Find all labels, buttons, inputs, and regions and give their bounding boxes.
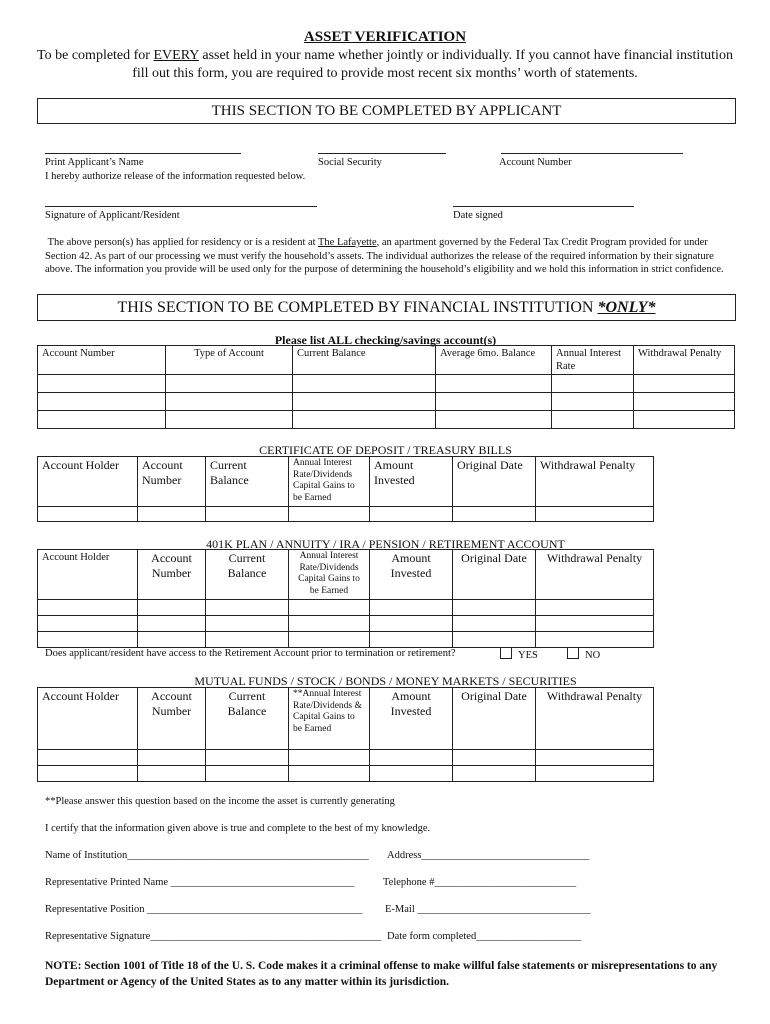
table-row: [38, 375, 735, 393]
table-cell[interactable]: [436, 375, 552, 393]
retirement-header: Original Date: [453, 550, 536, 600]
signature-line[interactable]: [45, 206, 317, 207]
table-cell[interactable]: [453, 616, 536, 632]
rep-position-field[interactable]: Representative Position _________________________________________: [45, 904, 363, 915]
table-cell[interactable]: [436, 393, 552, 411]
cd-header: Current Balance: [206, 457, 289, 507]
table-cell[interactable]: [38, 616, 138, 632]
form-title: ASSET VERIFICATION: [303, 29, 467, 45]
table-cell[interactable]: [634, 411, 735, 429]
table-cell[interactable]: [38, 393, 166, 411]
table-cell[interactable]: [138, 750, 206, 766]
rep-signature-field[interactable]: Representative Signature____________________________________________: [45, 931, 382, 942]
account-number-label: Account Number: [499, 157, 572, 168]
table-cell[interactable]: [206, 766, 289, 782]
table-cell[interactable]: [206, 750, 289, 766]
table-cell[interactable]: [289, 600, 370, 616]
table-cell[interactable]: [138, 616, 206, 632]
table-cell[interactable]: [293, 393, 436, 411]
band-only: *ONLY*: [597, 299, 656, 316]
table-row: [38, 616, 654, 632]
cd-header: Original Date: [453, 457, 536, 507]
table-cell[interactable]: [138, 600, 206, 616]
table-cell[interactable]: [166, 411, 293, 429]
table-cell[interactable]: [634, 393, 735, 411]
intro-text: [30, 47, 740, 83]
table-cell[interactable]: [38, 750, 138, 766]
table-cell[interactable]: [38, 632, 138, 648]
table-cell[interactable]: [536, 632, 654, 648]
retirement-title: 401K PLAN / ANNUITY / IRA / PENSION / RETIREMENT ACCOUNT: [206, 537, 565, 551]
cd-table: [37, 456, 654, 522]
mutual-header: Account Holder: [38, 688, 138, 750]
yes-label: YES: [518, 650, 538, 661]
table-cell[interactable]: [289, 766, 370, 782]
table-cell[interactable]: [138, 507, 206, 522]
table-cell[interactable]: [453, 600, 536, 616]
table-cell[interactable]: [536, 750, 654, 766]
checking-header: Withdrawal Penalty: [634, 346, 735, 375]
retirement-header: Amount Invested: [370, 550, 453, 600]
checking-header: Average 6mo. Balance: [436, 346, 552, 375]
table-row: [38, 766, 654, 782]
retirement-header: Withdrawal Penalty: [536, 550, 654, 600]
table-cell[interactable]: [289, 616, 370, 632]
mutual-footnote: **Please answer this question based on the income the asset is currently generating: [45, 796, 395, 807]
table-cell[interactable]: [536, 507, 654, 522]
table-cell[interactable]: [552, 393, 634, 411]
mutual-header: Current Balance: [206, 688, 289, 750]
table-cell[interactable]: [552, 411, 634, 429]
mutual-title: MUTUAL FUNDS / STOCK / BONDS / MONEY MARKETS / SECURITIES: [194, 674, 577, 688]
table-row: [38, 411, 735, 429]
retirement-header: Current Balance: [206, 550, 289, 600]
retirement-table: [37, 549, 654, 648]
yes-checkbox[interactable]: [500, 647, 512, 659]
applicant-section-band: THIS SECTION TO BE COMPLETED BY APPLICANT: [37, 98, 736, 124]
paragraph-pre: The above person(s) has applied for residency or is a resident at: [47, 237, 319, 248]
checking-table: [37, 345, 735, 429]
mutual-header: Original Date: [453, 688, 536, 750]
cd-header: Amount Invested: [370, 457, 453, 507]
mutual-table: [37, 687, 654, 782]
certify-text: I certify that the information given above is true and complete to the best of my knowledge.: [45, 823, 431, 834]
print-name-label: Print Applicant’s Name: [45, 157, 144, 168]
ssn-label: Social Security: [318, 157, 382, 168]
table-cell[interactable]: [289, 632, 370, 648]
mutual-header: Amount Invested: [370, 688, 453, 750]
table-cell[interactable]: [38, 375, 166, 393]
table-cell[interactable]: [634, 375, 735, 393]
retirement-yes-option[interactable]: [500, 647, 538, 661]
table-cell[interactable]: [453, 766, 536, 782]
table-cell[interactable]: [166, 375, 293, 393]
account-number-line[interactable]: [501, 153, 683, 154]
table-cell[interactable]: [293, 411, 436, 429]
table-cell[interactable]: [370, 507, 453, 522]
property-name: The Lafayette: [318, 237, 377, 248]
telephone-field[interactable]: Telephone #___________________________: [383, 877, 577, 888]
table-cell[interactable]: [38, 507, 138, 522]
cd-header: Annual Interest Rate/Dividends Capital Gains to be Earned: [289, 457, 370, 507]
cd-header: Account Holder: [38, 457, 138, 507]
authorize-text: I hereby authorize release of the information requested below.: [45, 171, 306, 182]
table-cell[interactable]: [206, 507, 289, 522]
checking-header: Annual Interest Rate: [552, 346, 634, 375]
no-label: NO: [585, 650, 601, 661]
paragraph-post: , an apartment governed by the Federal Tax Credit Program provided for under Section 42. As part of our processing we must verify the household’s assets. The individual authorizes the release of the required information by their signature above. The information you provide will be used only for the purpose of determining the household’s eligibility and we hold this information in strict confidence.: [45, 237, 724, 275]
cd-title: CERTIFICATE OF DEPOSIT / TREASURY BILLS: [259, 443, 512, 457]
table-cell[interactable]: [453, 632, 536, 648]
table-cell[interactable]: [289, 750, 370, 766]
table-cell[interactable]: [206, 616, 289, 632]
mutual-header: Withdrawal Penalty: [536, 688, 654, 750]
table-cell[interactable]: [138, 766, 206, 782]
retirement-no-option[interactable]: [567, 647, 600, 661]
cd-header: Withdrawal Penalty: [536, 457, 654, 507]
cd-header: Account Number: [138, 457, 206, 507]
institution-section-band: [37, 294, 736, 321]
table-cell[interactable]: [436, 411, 552, 429]
table-cell[interactable]: [370, 616, 453, 632]
ssn-line[interactable]: [318, 153, 446, 154]
address-field[interactable]: Address________________________________: [387, 850, 590, 861]
retirement-header: Annual Interest Rate/Dividends Capital Gains to be Earned: [289, 550, 370, 600]
table-cell[interactable]: [293, 375, 436, 393]
table-cell[interactable]: [206, 600, 289, 616]
table-cell[interactable]: [370, 600, 453, 616]
table-row: [38, 507, 654, 522]
table-cell[interactable]: [536, 616, 654, 632]
table-row: [38, 600, 654, 616]
table-cell[interactable]: [453, 750, 536, 766]
intro-post: asset held in your name whether jointly or individually. If you cannot have financial institution fill out this form, you are required to provide most recent six months’ worth of statements.: [132, 48, 733, 81]
table-cell[interactable]: [38, 600, 138, 616]
rep-name-field[interactable]: Representative Printed Name ___________________________________: [45, 877, 355, 888]
table-cell[interactable]: [38, 766, 138, 782]
disclosure-paragraph: [45, 236, 725, 277]
band-pre: THIS SECTION TO BE COMPLETED BY FINANCIAL INSTITUTION: [117, 299, 598, 316]
table-cell[interactable]: [166, 393, 293, 411]
retirement-access-question: Does applicant/resident have access to the Retirement Account prior to termination or retirement?: [45, 648, 456, 659]
legal-note: NOTE: Section 1001 of Title 18 of the U. S. Code makes it a criminal offense to make willful false statements or misrepresentations to any Department or Agency of the United States as to any matter within its jurisdiction.: [45, 960, 718, 988]
table-cell[interactable]: [536, 600, 654, 616]
no-checkbox[interactable]: [567, 647, 579, 659]
retirement-header: Account Holder: [38, 550, 138, 600]
intro-pre: To be completed for: [37, 48, 154, 63]
table-row: [38, 393, 735, 411]
date-signed-label: Date signed: [453, 210, 503, 221]
table-cell[interactable]: [370, 750, 453, 766]
table-cell[interactable]: [536, 766, 654, 782]
table-row: [38, 750, 654, 766]
retirement-header: Account Number: [138, 550, 206, 600]
date-signed-line[interactable]: [453, 206, 634, 207]
mutual-header: **Annual Interest Rate/Dividends & Capital Gains to be Earned: [289, 688, 370, 750]
table-cell[interactable]: [38, 411, 166, 429]
checking-title: Please list ALL checking/savings account(s): [274, 333, 497, 347]
mutual-header: Account Number: [138, 688, 206, 750]
signature-label: Signature of Applicant/Resident: [45, 210, 180, 221]
table-cell[interactable]: [370, 632, 453, 648]
table-row: [38, 632, 654, 648]
print-name-line[interactable]: [45, 153, 241, 154]
table-cell[interactable]: [138, 632, 206, 648]
table-cell[interactable]: [206, 632, 289, 648]
date-completed-field[interactable]: Date form completed____________________: [387, 931, 582, 942]
checking-header: Account Number: [38, 346, 166, 375]
table-cell[interactable]: [552, 375, 634, 393]
intro-every: EVERY: [153, 48, 199, 63]
table-cell[interactable]: [453, 507, 536, 522]
email-field[interactable]: E-Mail _________________________________: [385, 904, 591, 915]
table-cell[interactable]: [370, 766, 453, 782]
table-cell[interactable]: [289, 507, 370, 522]
institution-name-field[interactable]: Name of Institution______________________________________________: [45, 850, 369, 861]
checking-header: Type of Account: [166, 346, 293, 375]
checking-header: Current Balance: [293, 346, 436, 375]
